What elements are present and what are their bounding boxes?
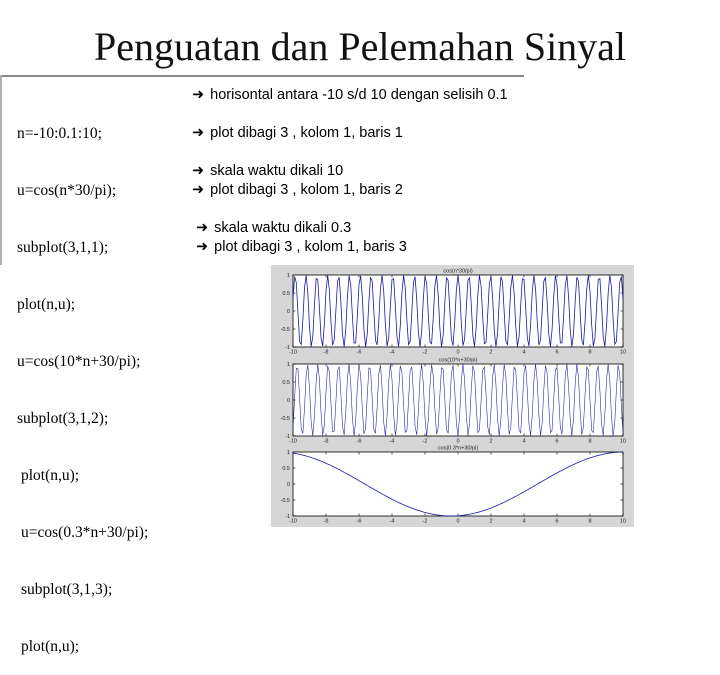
code-line: u=cos(0.3*n+30/pi); xyxy=(21,524,149,541)
right-arrow-icon: ➜ xyxy=(196,239,209,255)
code-line: u=cos(10*n+30/pi); xyxy=(17,353,141,370)
annotation-item xyxy=(192,124,403,143)
subplot-title: cos(0.3*n+30/pi) xyxy=(437,445,479,452)
y-tick-label: 0.5 xyxy=(282,380,290,386)
x-tick-label: 6 xyxy=(555,518,559,525)
x-tick-label: 2 xyxy=(489,349,493,356)
subplot-title: cos(n*30/pi) xyxy=(443,268,473,275)
y-tick-label: 1 xyxy=(286,362,290,368)
code-line: subplot(3,1,3); xyxy=(21,581,113,598)
x-tick-label: 10 xyxy=(619,438,627,445)
x-tick-label: -6 xyxy=(356,518,362,525)
x-tick-label: 8 xyxy=(588,518,592,525)
x-tick-label: 4 xyxy=(522,438,526,445)
code-annotations xyxy=(192,86,508,255)
annotation-text: skala waktu dikali 0.3 xyxy=(214,220,352,236)
x-tick-label: -2 xyxy=(422,349,428,356)
annotation-text: plot dibagi 3 , kolom 1, baris 1 xyxy=(210,125,403,141)
annotation-item xyxy=(192,181,403,200)
y-tick-label: -1 xyxy=(285,345,290,351)
y-tick-label: -0.5 xyxy=(280,498,290,504)
x-tick-label: 0 xyxy=(456,438,460,445)
annotation-text: skala waktu dikali 10 xyxy=(210,163,344,179)
x-tick-label: 2 xyxy=(489,518,493,525)
subplot-title: cos(10*n+30/pi) xyxy=(438,357,478,364)
x-tick-label: -6 xyxy=(356,438,362,445)
code-line: plot(n,u); xyxy=(17,296,76,313)
annotation-item xyxy=(192,86,508,105)
y-tick-label: 0 xyxy=(286,398,290,404)
annotation-text: horisontal antara -10 s/d 10 dengan selisih 0.1 xyxy=(210,87,508,103)
x-tick-label: -4 xyxy=(389,518,395,525)
x-tick-label: 2 xyxy=(489,438,493,445)
right-arrow-icon: ➜ xyxy=(192,125,205,141)
slide-title: Penguatan dan Pelemahan Sinyal xyxy=(93,24,627,69)
x-tick-label: 10 xyxy=(619,518,627,525)
x-tick-label: -6 xyxy=(356,349,362,356)
y-tick-label: -1 xyxy=(285,514,290,520)
x-tick-label: -2 xyxy=(422,438,428,445)
x-tick-label: -4 xyxy=(389,438,395,445)
code-line: subplot(3,1,2); xyxy=(17,410,109,427)
annotation-text: plot dibagi 3 , kolom 1, baris 2 xyxy=(210,182,403,198)
y-tick-label: -1 xyxy=(285,434,290,440)
y-tick-label: 1 xyxy=(286,273,290,279)
code-line: n=-10:0.1:10; xyxy=(17,125,102,142)
matlab-figure xyxy=(271,265,634,527)
x-tick-label: -8 xyxy=(323,518,329,525)
code-line: subplot(3,1,1); xyxy=(17,239,109,256)
x-tick-label: 0 xyxy=(456,518,460,525)
x-tick-label: -10 xyxy=(289,438,297,445)
right-arrow-icon: ➜ xyxy=(192,87,205,103)
x-tick-label: -8 xyxy=(323,349,329,356)
x-tick-label: -10 xyxy=(289,349,297,356)
left-divider xyxy=(0,75,2,265)
y-tick-label: 1 xyxy=(286,450,290,456)
right-arrow-icon: ➜ xyxy=(192,163,205,179)
x-tick-label: 6 xyxy=(555,438,559,445)
annotation-text: plot dibagi 3 , kolom 1, baris 3 xyxy=(214,239,407,255)
y-tick-label: 0.5 xyxy=(282,466,290,472)
code-line: plot(n,u); xyxy=(21,638,80,655)
y-tick-label: 0 xyxy=(286,309,290,315)
x-tick-label: -4 xyxy=(389,349,395,356)
y-tick-label: 0 xyxy=(286,482,290,488)
y-tick-label: 0.5 xyxy=(282,291,290,297)
title-underline xyxy=(0,75,524,77)
x-tick-label: -10 xyxy=(289,518,297,525)
annotation-item xyxy=(192,162,343,181)
subplot-figure-svg xyxy=(271,265,634,527)
matlab-code-block xyxy=(17,86,148,675)
annotation-item xyxy=(196,219,351,238)
x-tick-label: -2 xyxy=(422,518,428,525)
code-line: plot(n,u); xyxy=(21,467,80,484)
right-arrow-icon: ➜ xyxy=(196,220,209,236)
y-tick-label: -0.5 xyxy=(280,416,290,422)
x-tick-label: -8 xyxy=(323,438,329,445)
x-tick-label: 10 xyxy=(619,349,627,356)
x-tick-label: 4 xyxy=(522,518,526,525)
code-line: u=cos(n*30/pi); xyxy=(17,182,117,199)
x-tick-label: 8 xyxy=(588,438,592,445)
x-tick-label: 6 xyxy=(555,349,559,356)
subplot-axes xyxy=(293,452,623,516)
annotation-item xyxy=(196,238,407,257)
x-tick-label: 8 xyxy=(588,349,592,356)
right-arrow-icon: ➜ xyxy=(192,182,205,198)
x-tick-label: 0 xyxy=(456,349,460,356)
y-tick-label: -0.5 xyxy=(280,327,290,333)
x-tick-label: 4 xyxy=(522,349,526,356)
